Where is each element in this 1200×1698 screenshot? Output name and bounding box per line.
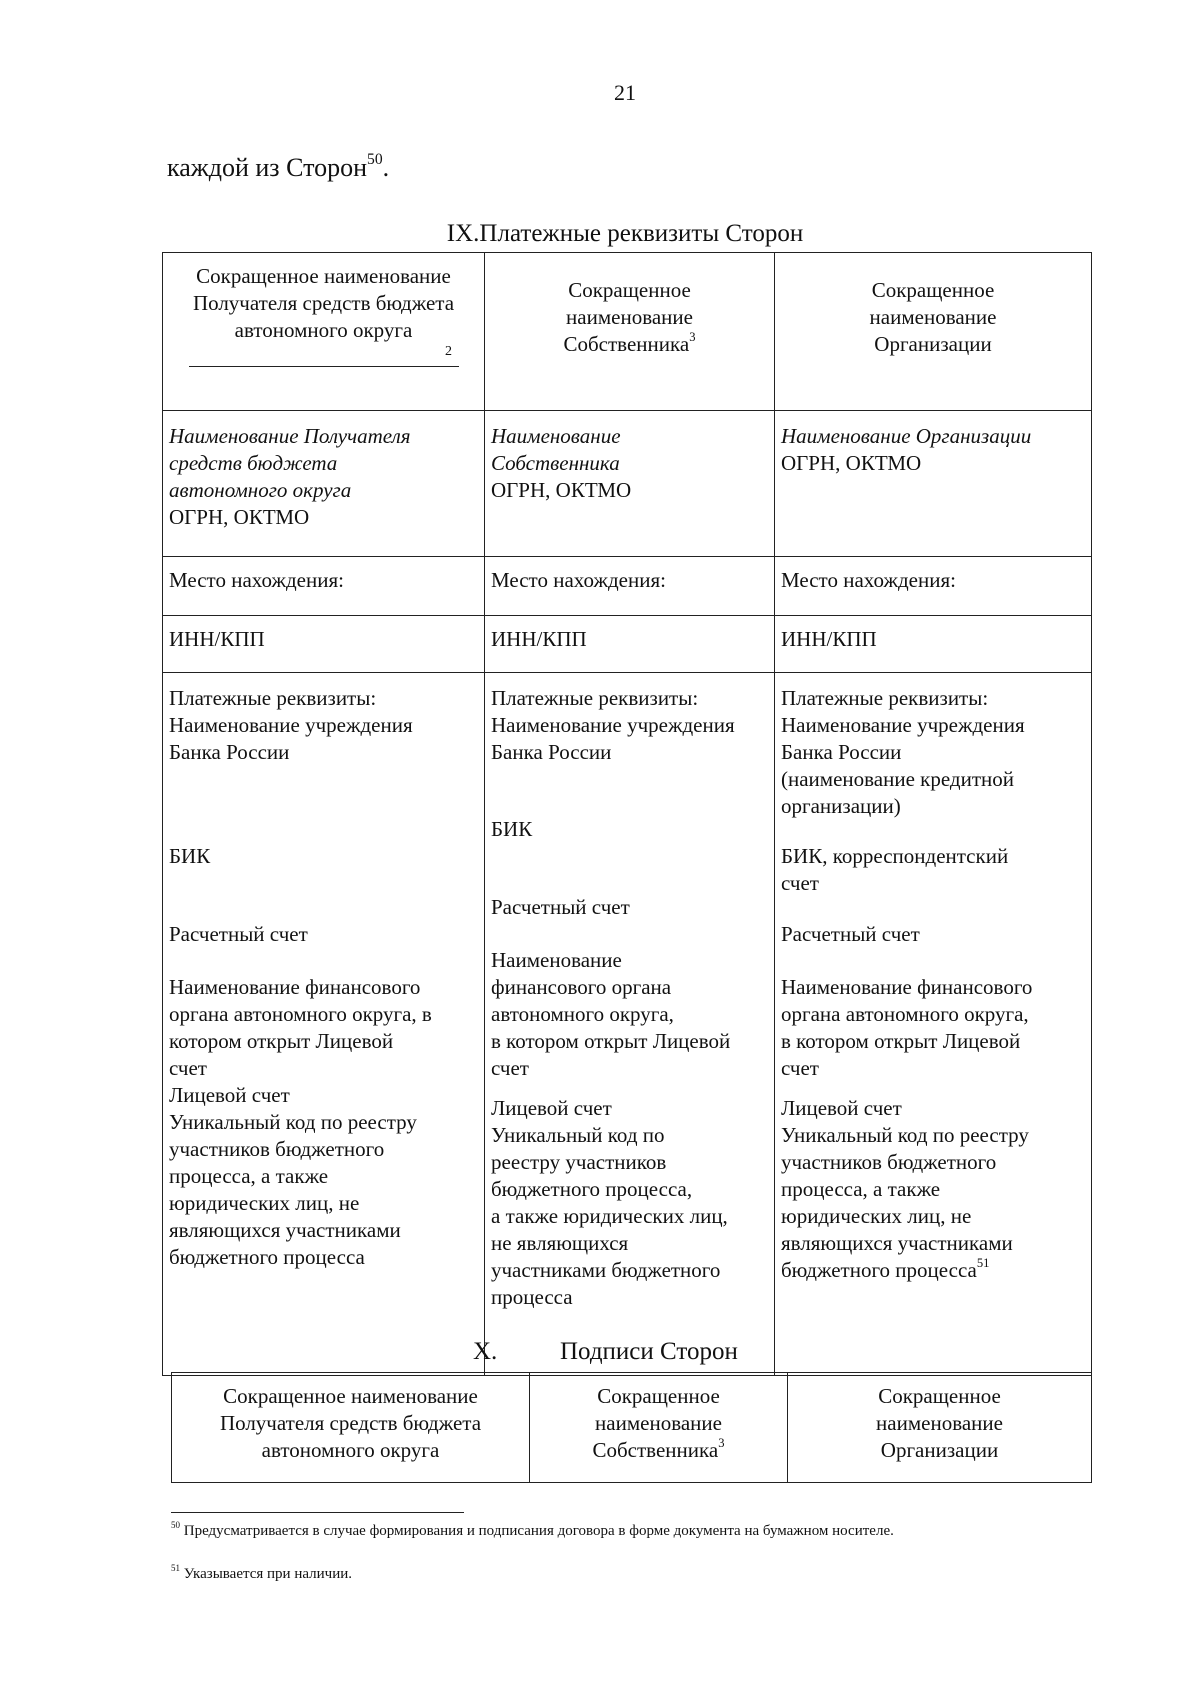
footnote-51: $^{51}$ Указывается при наличии. bbox=[171, 1562, 353, 1582]
requisites-table bbox=[162, 252, 1092, 1376]
signatures-table bbox=[171, 1372, 1092, 1483]
personal-account: Лицевой счет Уникальный код по реестру участников бюджетного процесса, а также юридических лиц, не являющихся участниками бюджетного процесса$^{51}$ bbox=[781, 1096, 1029, 1282]
payment-intro: Платежные реквизиты: Наименование учреждения Банка России (наименование кредитной организации) bbox=[781, 686, 1025, 818]
signatures-header-row bbox=[172, 1373, 1092, 1483]
requisites-name-row bbox=[163, 411, 1092, 557]
bik-label: БИК, корреспондентский счет bbox=[781, 844, 1009, 895]
footnote-ref-2: 2 bbox=[445, 344, 452, 359]
payment-cell-recipient bbox=[163, 673, 485, 1376]
personal-account: Лицевой счет Уникальный код по реестру участников бюджетного процесса, а также юридических лиц, не являющихся участниками бюджетного процесса bbox=[491, 1096, 728, 1309]
name-cell-owner: Наименование Собственника ОГРН, ОКТМО bbox=[485, 411, 775, 557]
payment-cell-organization bbox=[775, 673, 1092, 1376]
page-number: 21 bbox=[614, 80, 636, 105]
header-cell-organization: Сокращенное наименование Организации bbox=[775, 253, 1092, 411]
continuation-text: каждой из Сторон$^{50}$. bbox=[167, 151, 390, 182]
requisites-header-row bbox=[163, 253, 1092, 411]
financial-body: Наименование финансового органа автономного округа, в котором открыт Лицевой счет bbox=[781, 975, 1033, 1080]
inn-cell-recipient: ИНН/КПП bbox=[163, 616, 485, 673]
footnote-ref-3: 3 bbox=[718, 1436, 725, 1451]
financial-body: Наименование финансового органа автономного округа, в котором открыт Лицевой счет bbox=[491, 948, 731, 1080]
footnote-ref-3: 3 bbox=[689, 330, 696, 345]
name-cell-recipient: Наименование Получателя средств бюджета автономного округа ОГРН, ОКТМО bbox=[163, 411, 485, 557]
requisites-payment-row bbox=[163, 673, 1092, 1376]
bik-label: БИК bbox=[169, 844, 211, 868]
footnote-50: $^{50}$ Предусматривается в случае формирования и подписания договора в форме документа на бумажном носителе. bbox=[171, 1519, 894, 1539]
inn-cell-organization: ИНН/КПП bbox=[775, 616, 1092, 673]
requisites-address-row bbox=[163, 557, 1092, 616]
account-label: Расчетный счет bbox=[169, 922, 308, 946]
payment-intro: Платежные реквизиты: Наименование учреждения Банка России bbox=[491, 686, 735, 764]
account-label: Расчетный счет bbox=[781, 922, 920, 946]
address-cell-recipient: Место нахождения: bbox=[163, 557, 485, 616]
financial-body: Наименование финансового органа автономного округа, в котором открыт Лицевой счет Лицевой счет Уникальный код по реестру участников бюджетного процесса, а также юридических лиц, не являющихся участниками бюджетного процесса bbox=[169, 975, 432, 1269]
section-9-title: IX.Платежные реквизиты Сторон bbox=[446, 220, 804, 247]
inn-cell-owner: ИНН/КПП bbox=[485, 616, 775, 673]
header-cell-recipient: Сокращенное наименование Получателя средств бюджета автономного округа 2 bbox=[163, 253, 485, 411]
signature-cell-organization: Сокращенное наименование Организации bbox=[788, 1373, 1092, 1483]
header-cell-owner: Сокращенное наименование Собственника$^3$ bbox=[485, 253, 775, 411]
underline bbox=[189, 366, 459, 367]
name-cell-organization: Наименование Организации ОГРН, ОКТМО bbox=[775, 411, 1092, 557]
requisites-inn-row bbox=[163, 616, 1092, 673]
footnote-ref-51: 51 bbox=[976, 1256, 990, 1271]
footnote-ref-50: 50 bbox=[367, 151, 383, 169]
payment-cell-owner bbox=[485, 673, 775, 1376]
account-label: Расчетный счет bbox=[491, 895, 630, 919]
address-cell-organization: Место нахождения: bbox=[775, 557, 1092, 616]
payment-intro: Платежные реквизиты: Наименование учреждения Банка России bbox=[169, 686, 413, 764]
signature-cell-owner: Сокращенное наименование Собственника$^3$ bbox=[530, 1373, 788, 1483]
footnote-separator bbox=[171, 1512, 464, 1513]
signature-cell-recipient: Сокращенное наименование Получателя средств бюджета автономного округа bbox=[172, 1373, 530, 1483]
bik-label: БИК bbox=[491, 817, 533, 841]
address-cell-owner: Место нахождения: bbox=[485, 557, 775, 616]
